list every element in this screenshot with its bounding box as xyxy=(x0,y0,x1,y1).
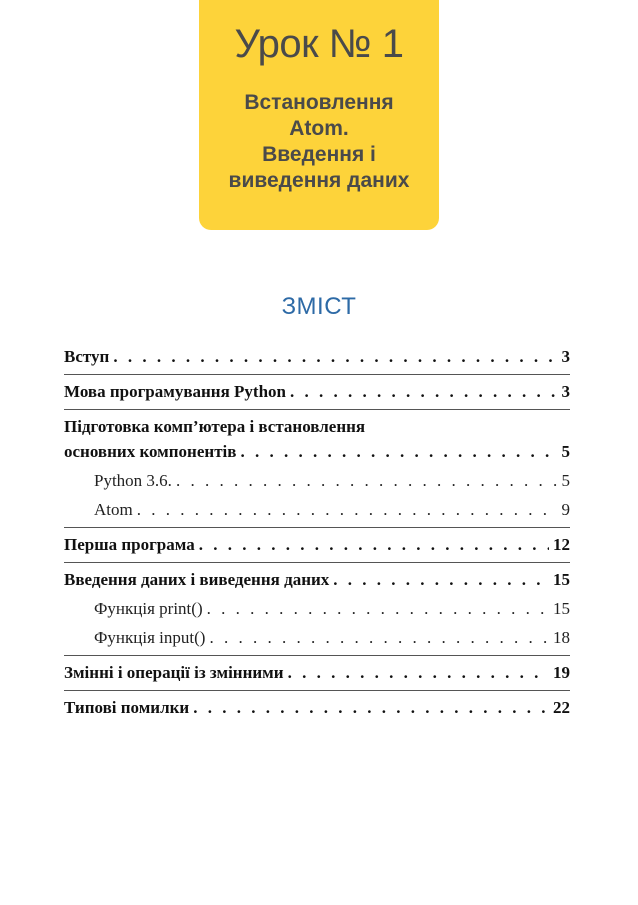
toc-entry-intro[interactable] xyxy=(64,340,570,375)
toc-subentry-page: 15 xyxy=(553,599,570,618)
table-of-contents xyxy=(64,340,570,725)
toc-leader-dots xyxy=(176,466,558,495)
lesson-subtitle xyxy=(199,90,439,194)
toc-entry-title: Типові помилки xyxy=(64,698,190,717)
toc-subentry-input[interactable] xyxy=(64,623,570,652)
toc-entry-page: 15 xyxy=(553,570,570,589)
toc-entry-title: Введення даних і виведення даних xyxy=(64,570,330,589)
toc-entry-title: Вступ xyxy=(64,347,110,366)
toc-leader-dots xyxy=(240,437,557,466)
lesson-subtitle-line: Atom. xyxy=(289,117,349,140)
toc-leader-dots xyxy=(209,623,549,652)
lesson-subtitle-line: виведення даних xyxy=(228,169,410,192)
toc-subentry-page: 18 xyxy=(553,628,570,647)
toc-entry-page: 5 xyxy=(561,442,570,461)
toc-entry-title: Змінні і операції із змінними xyxy=(64,663,284,682)
toc-subentry-title: Функція print() xyxy=(94,599,203,618)
toc-subentry-title: Python 3.6. xyxy=(94,471,172,490)
toc-leader-dots xyxy=(199,530,549,559)
lesson-badge xyxy=(199,0,439,230)
lesson-title: Урок № 1 xyxy=(234,22,404,66)
toc-entry-input-output[interactable] xyxy=(64,563,570,656)
toc-leader-dots xyxy=(193,693,549,722)
toc-subentry-page: 9 xyxy=(561,500,570,519)
toc-subentry-page: 5 xyxy=(561,471,570,490)
toc-entry-page: 22 xyxy=(553,698,570,717)
toc-entry-common-errors[interactable] xyxy=(64,691,570,725)
toc-leader-dots xyxy=(288,658,549,687)
toc-leader-dots xyxy=(290,377,557,406)
toc-entry-computer-setup[interactable] xyxy=(64,410,570,528)
toc-leader-dots xyxy=(137,495,558,524)
toc-entry-page: 3 xyxy=(561,347,570,366)
toc-entry-python-language[interactable] xyxy=(64,375,570,410)
toc-leader-dots xyxy=(207,594,549,623)
toc-entry-title-line1: Підготовка комп’ютера і встановлення xyxy=(64,417,366,436)
lesson-subtitle-line: Встановлення xyxy=(244,91,394,114)
toc-leader-dots xyxy=(333,565,549,594)
toc-heading: ЗМІСТ xyxy=(281,293,357,320)
toc-subentry-title: Atom xyxy=(94,500,133,519)
toc-entry-variables[interactable] xyxy=(64,656,570,691)
toc-entry-page: 19 xyxy=(553,663,570,682)
toc-entry-title: основних компонентів xyxy=(64,442,237,461)
toc-entry-page: 3 xyxy=(561,382,570,401)
toc-subentry-print[interactable] xyxy=(64,594,570,623)
toc-entry-title: Мова програмування Python xyxy=(64,382,287,401)
toc-subentry-python36[interactable] xyxy=(64,466,570,495)
toc-entry-page: 12 xyxy=(553,535,570,554)
toc-entry-title: Перша програма xyxy=(64,535,195,554)
toc-entry-first-program[interactable] xyxy=(64,528,570,563)
lesson-subtitle-line: Введення і xyxy=(262,143,376,166)
toc-subentry-title: Функція input() xyxy=(94,628,206,647)
toc-leader-dots xyxy=(113,342,557,371)
toc-subentry-atom[interactable] xyxy=(64,495,570,524)
